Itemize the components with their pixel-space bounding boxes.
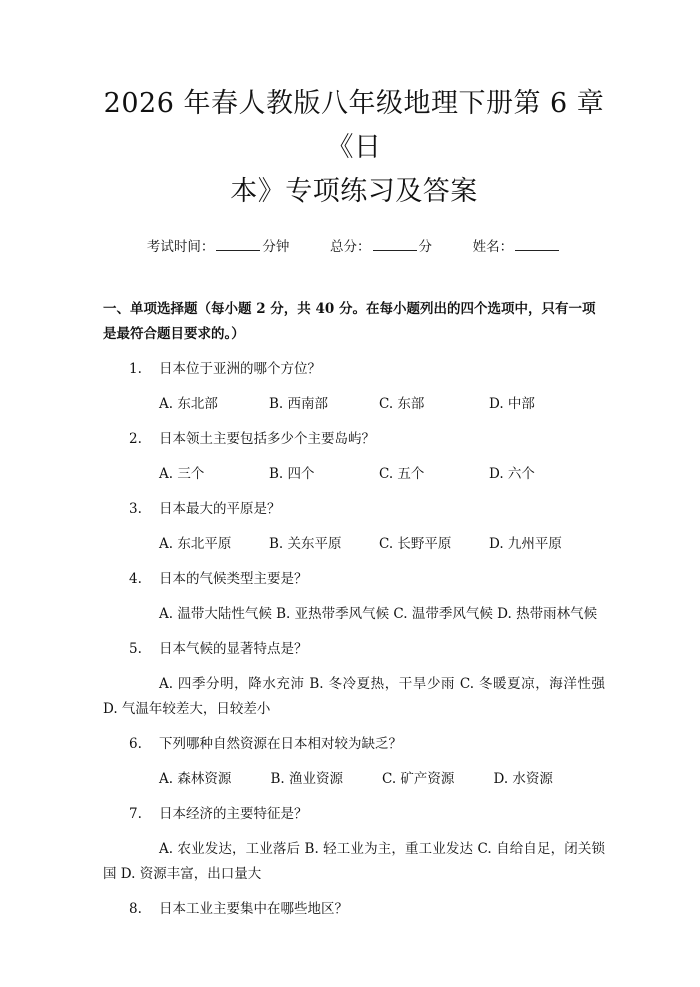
question-number: 3. [129, 501, 142, 517]
question-number: 4. [129, 571, 142, 587]
question-text: 日本气候的显著特点是？ [159, 641, 308, 657]
option-d[interactable]: D. 九州平原 [489, 536, 562, 552]
option-b[interactable]: B. 渔业资源 [270, 771, 344, 787]
option-row [103, 462, 605, 487]
option-c[interactable]: C. 矿产资源 [382, 771, 455, 787]
question-text: 日本经济的主要特征是？ [159, 806, 308, 822]
option-paragraph [103, 672, 605, 722]
question-number: 5. [129, 641, 142, 657]
options-text[interactable]: A. 温带大陆性气候 B. 亚热带季风气候 C. 温带季风气候 D. 热带雨林气候 [159, 606, 598, 622]
option-a[interactable]: A. 三个 [159, 466, 205, 482]
question-number: 2. [129, 431, 142, 447]
question-stem [103, 497, 605, 522]
score-unit: 分 [418, 239, 432, 255]
question-number: 7. [129, 806, 142, 822]
name-blank[interactable] [515, 236, 559, 251]
question-stem [103, 637, 605, 662]
title-line-2: 本》专项练习及答案 [230, 176, 478, 207]
option-paragraph [103, 602, 605, 627]
score-label: 总分： [330, 239, 371, 255]
question-text: 日本的气候类型主要是？ [159, 571, 308, 587]
title-line-1: 2026 年春人教版八年级地理下册第 6 章《日 [103, 88, 605, 163]
question-text: 日本最大的平原是？ [159, 501, 281, 517]
option-c[interactable]: C. 长野平原 [379, 536, 452, 552]
option-b[interactable]: B. 四个 [269, 466, 315, 482]
question-text: 日本工业主要集中在哪些地区？ [159, 901, 348, 917]
option-row [103, 392, 605, 417]
question-number: 6. [129, 736, 142, 752]
question-text: 日本领土主要包括多少个主要岛屿？ [159, 431, 375, 447]
option-d[interactable]: D. 中部 [489, 396, 535, 412]
document-title [103, 82, 605, 214]
option-a[interactable]: A. 东北平原 [159, 536, 232, 552]
document-page [0, 82, 700, 987]
options-text[interactable]: A. 农业发达，工业落后 B. 轻工业为主，重工业发达 C. 自给自足，闭关锁国 D. 资源丰富，出口量大 [103, 841, 605, 882]
option-c[interactable]: C. 东部 [379, 396, 425, 412]
option-row [103, 532, 605, 557]
option-a[interactable]: A. 森林资源 [159, 771, 232, 787]
section-heading: 一、单项选择题（每小题 2 分，共 40 分。在每小题列出的四个选项中，只有一项是最符合题目要求的。） [103, 301, 596, 342]
question-stem [103, 802, 605, 827]
option-d[interactable]: D. 水资源 [493, 771, 553, 787]
option-b[interactable]: B. 关东平原 [269, 536, 342, 552]
question-stem [103, 567, 605, 592]
option-d[interactable]: D. 六个 [489, 466, 535, 482]
question-text: 下列哪种自然资源在日本相对较为缺乏？ [159, 736, 402, 752]
question-number: 8. [129, 901, 142, 917]
question-text: 日本位于亚洲的哪个方位？ [159, 361, 321, 377]
time-blank[interactable] [216, 236, 260, 251]
question-stem [103, 357, 605, 382]
option-row [103, 767, 605, 792]
time-label: 考试时间： [146, 239, 215, 255]
exam-info [103, 236, 605, 257]
question-stem [103, 427, 605, 452]
question-list [103, 357, 605, 922]
question-number: 1. [129, 361, 142, 377]
time-unit: 分钟 [262, 239, 290, 255]
option-b[interactable]: B. 西南部 [269, 396, 329, 412]
option-a[interactable]: A. 东北部 [159, 396, 218, 412]
name-label: 姓名： [472, 239, 514, 255]
options-text[interactable]: A. 四季分明，降水充沛 B. 冬冷夏热，干旱少雨 C. 冬暖夏凉，海洋性强 D. 气温年较差大，日较差小 [103, 676, 605, 717]
question-stem [103, 897, 605, 922]
score-blank[interactable] [373, 236, 417, 251]
question-stem [103, 732, 605, 757]
option-c[interactable]: C. 五个 [379, 466, 425, 482]
option-paragraph [103, 837, 605, 887]
